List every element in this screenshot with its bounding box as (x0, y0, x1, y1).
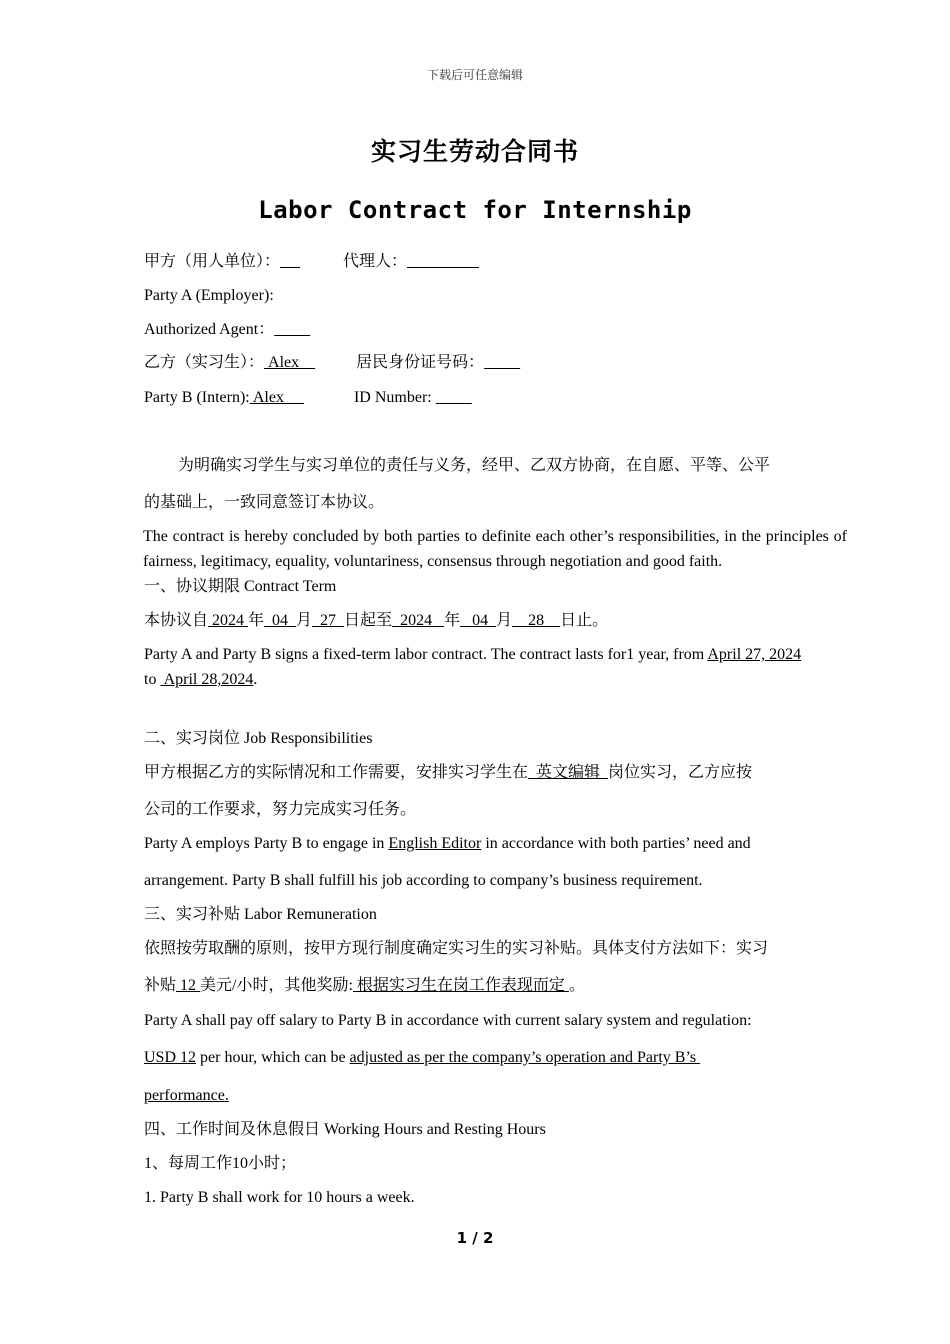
id-en-blank (436, 389, 472, 406)
agent-cn-blank (407, 253, 479, 270)
start-month: 04 (264, 612, 297, 629)
start-day: 27 (312, 612, 345, 629)
pay-cn-bonus: 根据实习生在岗工作表现而定 (352, 977, 569, 994)
job-en-text-1: Party A employs Party B to engage in (144, 835, 389, 852)
section3-cn-line1: 依照按劳取酬的原则，按甲方现行制度确定实习生的实习补贴。具体支付方法如下：实习 (144, 940, 769, 957)
header-note: 下载后可任意编辑 (426, 68, 523, 82)
preamble-en: The contract is hereby concluded by both parties to definite each other’s responsibilities, in the principles of fairness, legitimacy, equality, voluntariness, consensus through negotiation and good faith. (143, 528, 847, 570)
section2-cn-line1 (144, 762, 752, 784)
section2-cn-line2: 公司的工作要求，努力完成实习任务。 (144, 801, 417, 818)
pay-cn-text-3: 。 (568, 977, 585, 994)
section3-en-line1: Party A shall pay off salary to Party B in accordance with current salary system and regulation: (144, 1012, 752, 1029)
term-text-1: 本协议自 (144, 612, 209, 629)
agent-cn-label: 代理人： (343, 253, 408, 270)
section4-en-item1: 1. Party B shall work for 10 hours a week. (144, 1189, 415, 1206)
pay-en-performance: performance. (144, 1087, 229, 1104)
party-b-en-line (144, 387, 472, 409)
section3-en-line3 (144, 1085, 229, 1107)
section1-en-line2 (144, 669, 257, 691)
end-month: 04 (460, 612, 497, 629)
id-cn-label: 居民身份证号码： (356, 354, 485, 371)
pay-cn-amount: 12 (176, 977, 201, 994)
section3-en-line2 (144, 1047, 700, 1069)
authorized-agent-blank (274, 321, 310, 338)
term-en-text: Party A and Party B signs a fixed-term labor contract. The contract lasts for1 year, from (144, 646, 708, 663)
pay-en-amount: USD 12 (144, 1049, 197, 1066)
job-cn-position: 英文编辑 (528, 764, 609, 781)
id-cn-blank (484, 354, 520, 371)
authorized-agent-line (144, 319, 310, 341)
job-en-text-2: in accordance with both parties’ need and (481, 835, 751, 852)
section2-en-line1 (144, 833, 751, 855)
authorized-agent-label: Authorized Agent： (144, 321, 275, 338)
page-number: 1 / 2 (456, 1229, 494, 1247)
job-cn-text-1: 甲方根据乙方的实际情况和工作需要，安排实习学生在 (144, 764, 529, 781)
section2-heading: 二、实习岗位 Job Responsibilities (144, 730, 373, 747)
term-en-end: April 28,2024 (160, 671, 254, 688)
party-a-cn-blank (280, 253, 300, 270)
job-en-position: English Editor (388, 835, 482, 852)
party-b-cn-value: Alex (264, 354, 316, 371)
pay-en-text: per hour, which can be (196, 1049, 350, 1066)
section1-en-line1 (144, 644, 801, 666)
party-a-cn-label: 甲方（用人单位）： (144, 253, 281, 270)
section3-heading: 三、实习补贴 Labor Remuneration (144, 906, 377, 923)
section2-en-line2: arrangement. Party B shall fulfill his job according to company’s business requirement. (144, 872, 703, 889)
term-en-to: to (144, 671, 161, 688)
pay-cn-text-2: 美元/小时，其他奖励: (200, 977, 353, 994)
party-b-en-label: Party B (Intern): (144, 389, 250, 406)
term-text-6: 月 (496, 612, 513, 629)
term-text-7: 日止。 (560, 612, 609, 629)
term-text-2: 年 (248, 612, 265, 629)
end-year: 2024 (392, 612, 445, 629)
preamble-cn-line1: 为明确实习学生与实习单位的责任与义务，经甲、乙双方协商，在自愿、平等、公平 (178, 457, 771, 474)
preamble-cn-line2: 的基础上，一致同意签订本协议。 (144, 494, 385, 511)
id-en-label: ID Number: (353, 389, 436, 406)
section4-cn-item1: 1、每周工作10小时； (144, 1155, 297, 1172)
contract-title-en: Labor Contract for Internship (258, 196, 692, 224)
term-en-start: April 27, 2024 (707, 646, 802, 663)
party-b-en-value: Alex (249, 389, 304, 406)
term-text-4: 日起至 (344, 612, 393, 629)
end-day: 28 (512, 612, 561, 629)
section3-cn-line2 (144, 975, 585, 997)
term-text-3: 月 (296, 612, 313, 629)
start-year: 2024 (208, 612, 249, 629)
party-b-cn-line (144, 352, 520, 374)
section1-cn-line (144, 610, 608, 632)
pay-en-adjust: adjusted as per the company’s operation and Party B’s (349, 1049, 701, 1066)
section1-heading: 一、协议期限 Contract Term (144, 578, 337, 595)
term-text-5: 年 (444, 612, 461, 629)
party-a-cn-line (144, 251, 479, 273)
party-a-en: Party A (Employer): (144, 287, 274, 304)
term-en-period: . (253, 671, 258, 688)
party-b-cn-label: 乙方（实习生）： (144, 354, 265, 371)
contract-title-cn: 实习生劳动合同书 (370, 137, 579, 166)
pay-cn-text-1: 补贴 (144, 977, 177, 994)
job-cn-text-2: 岗位实习，乙方应按 (608, 764, 753, 781)
section4-heading: 四、工作时间及休息假日 Working Hours and Resting Hours (144, 1121, 546, 1138)
